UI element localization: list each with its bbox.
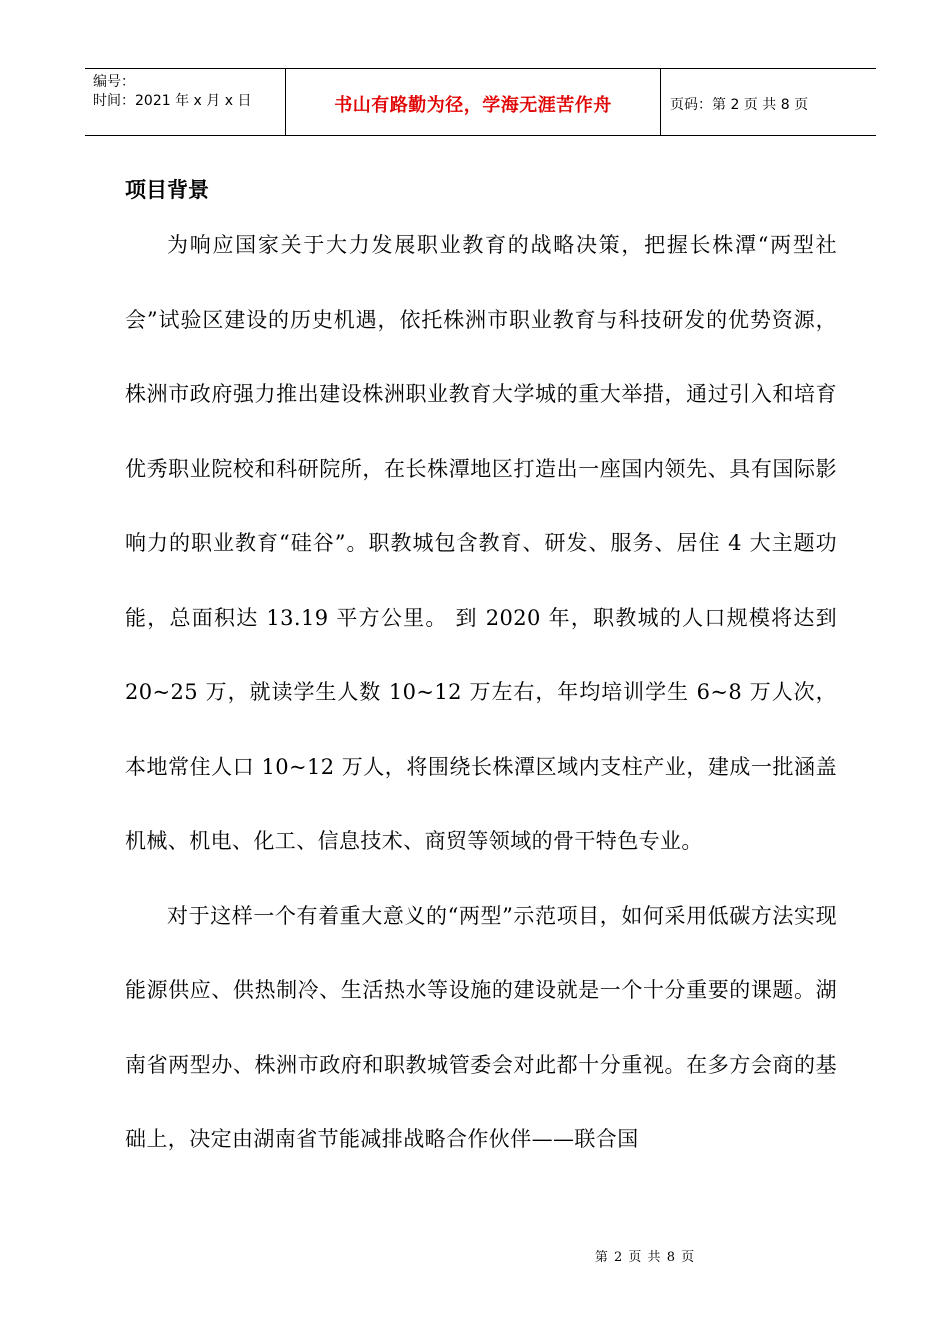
body-paragraph-2: 对于这样一个有着重大意义的“两型”示范项目，如何采用低碳方法实现能源供应、供热制冷、生活热水等设施的建设就是一个十分重要的课题。湖南省两型办、株洲市政府和职教城管委会对此都十分重视。在多方会商的基础上，决定由湖南省节能减排战略合作伙伴——联合国 [125,903,837,1151]
header-motto: 书山有路勤为径，学海无涯苦作舟 [334,95,612,116]
section-title: 项目背景 [125,178,209,202]
page-footer [0,1246,950,1265]
document-number-label: 编号： [93,74,135,90]
document-body [125,170,837,1177]
footer-page-number: 第 2 页 共 8 页 [594,1250,696,1265]
document-header [85,68,876,136]
header-page-info: 页码：第 2 页 共 8 页 [670,97,809,113]
header-page-cell [661,69,876,135]
header-motto-cell [286,69,661,135]
document-time-label: 时间：2021 年 x 月 x 日 [93,93,252,109]
header-meta-cell [85,69,286,135]
body-paragraph-1: 为响应国家关于大力发展职业教育的战略决策，把握长株潭“两型社会”试验区建设的历史机遇，依托株洲市职业教育与科技研发的优势资源，株洲市政府强力推出建设株洲职业教育大学城的重大举措，通过引入和培育优秀职业院校和科研院所，在长株潭地区打造出一座国内领先、具有国际影响力的职业教育“硅谷”。职教城包含教育、研发、服务、居住 4 大主题功能，总面积达 13.19 平方公里。 到 2020 年，职教城的人口规模将达到 20~25 万，就读学生人数 10~12 万左右，年均培训学生 6~8 万人次，本地常住人口 10~12 万人，将围绕长株潭区域内支柱产业，建成一批涵盖机械、机电、化工、信息技术、商贸等领域的骨干特色专业。 [125,233,837,853]
